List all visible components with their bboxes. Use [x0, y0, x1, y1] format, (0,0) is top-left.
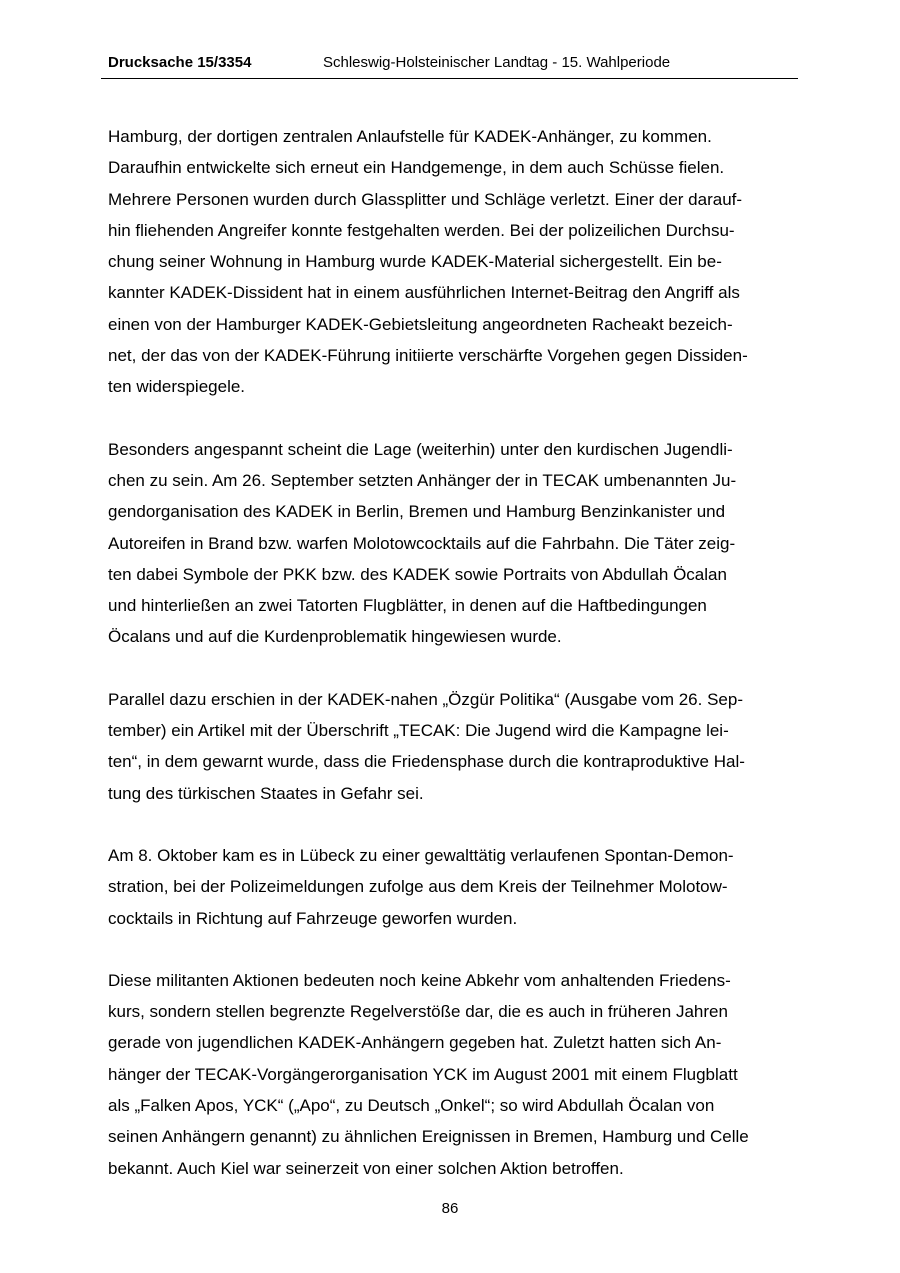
text-line: Parallel dazu erschien in der KADEK-nahen „Özgür Politika“ (Ausgabe vom 26. Sep-: [108, 689, 743, 709]
text-line: Diese militanten Aktionen bedeuten noch keine Abkehr vom anhaltenden Friedens-: [108, 970, 731, 990]
paragraph: [108, 121, 798, 403]
text-line: chung seiner Wohnung in Hamburg wurde KADEK-Material sichergestellt. Ein be-: [108, 252, 722, 272]
text-line: und hinterließen an zwei Tatorten Flugblätter, in denen auf die Haftbedingungen: [108, 596, 707, 616]
text-line: tember) ein Artikel mit der Überschrift „TECAK: Die Jugend wird die Kampagne lei-: [108, 721, 729, 741]
text-line: kurs, sondern stellen begrenzte Regelverstöße dar, die es auch in früheren Jahren: [108, 1002, 728, 1022]
text-line: chen zu sein. Am 26. September setzten Anhänger der in TECAK umbenannten Ju-: [108, 470, 737, 490]
text-line: hänger der TECAK-Vorgängerorganisation YCK im August 2001 mit einem Flugblatt: [108, 1064, 738, 1084]
page-header: [101, 52, 798, 79]
header-title: Schleswig-Holsteinischer Landtag - 15. Wahlperiode: [323, 54, 671, 71]
paragraph: [108, 434, 798, 653]
document-number: Drucksache 15/3354: [108, 54, 252, 71]
paragraph: [108, 965, 798, 1184]
paragraph: [108, 840, 798, 934]
text-line: cocktails in Richtung auf Fahrzeuge geworfen wurden.: [108, 908, 518, 928]
text-line: stration, bei der Polizeimeldungen zufolge aus dem Kreis der Teilnehmer Molotow-: [108, 877, 728, 897]
text-line: kannter KADEK-Dissident hat in einem ausführlichen Internet-Beitrag den Angriff als: [108, 283, 740, 303]
text-line: gerade von jugendlichen KADEK-Anhängern gegeben hat. Zuletzt hatten sich An-: [108, 1033, 722, 1053]
text-line: Mehrere Personen wurden durch Glassplitter und Schläge verletzt. Einer der darauf-: [108, 189, 743, 209]
text-line: Daraufhin entwickelte sich erneut ein Handgemenge, in dem auch Schüsse fielen.: [108, 158, 725, 178]
text-line: Besonders angespannt scheint die Lage (weiterhin) unter den kurdischen Jugendli-: [108, 439, 733, 459]
text-line: Hamburg, der dortigen zentralen Anlaufstelle für KADEK-Anhänger, zu kommen.: [108, 127, 712, 146]
text-line: ten widerspiegele.: [108, 377, 246, 397]
text-line: bekannt. Auch Kiel war seinerzeit von einer solchen Aktion betroffen.: [108, 1158, 624, 1178]
text-line: gendorganisation des KADEK in Berlin, Bremen und Hamburg Benzinkanister und: [108, 502, 726, 522]
text-line: Am 8. Oktober kam es in Lübeck zu einer gewalttätig verlaufenen Spontan-Demon-: [108, 845, 734, 865]
text-line: Öcalans und auf die Kurdenproblematik hingewiesen wurde.: [108, 627, 562, 647]
text-line: seinen Anhängern genannt) zu ähnlichen Ereignissen in Bremen, Hamburg und Celle: [108, 1127, 749, 1147]
body-text: [108, 121, 798, 1215]
text-line: als „Falken Apos, YCK“ („Apo“, zu Deutsch „Onkel“; so wird Abdullah Öcalan von: [108, 1096, 715, 1116]
paragraph: [108, 684, 798, 809]
text-line: ten“, in dem gewarnt wurde, dass die Friedensphase durch die kontraproduktive Hal-: [108, 752, 745, 772]
text-line: tung des türkischen Staates in Gefahr sei.: [108, 783, 424, 803]
page-number: 86: [441, 1200, 459, 1217]
text-line: Autoreifen in Brand bzw. warfen Molotowcocktails auf die Fahrbahn. Die Täter zeig-: [108, 533, 736, 553]
text-line: einen von der Hamburger KADEK-Gebietsleitung angeordneten Racheakt bezeich-: [108, 314, 733, 334]
text-line: net, der das von der KADEK-Führung initiierte verschärfte Vorgehen gegen Dissiden-: [108, 346, 748, 366]
text-line: ten dabei Symbole der PKK bzw. des KADEK sowie Portraits von Abdullah Öcalan: [108, 564, 727, 584]
text-line: hin fliehenden Angreifer konnte festgehalten werden. Bei der polizeilichen Durchsu-: [108, 220, 735, 240]
